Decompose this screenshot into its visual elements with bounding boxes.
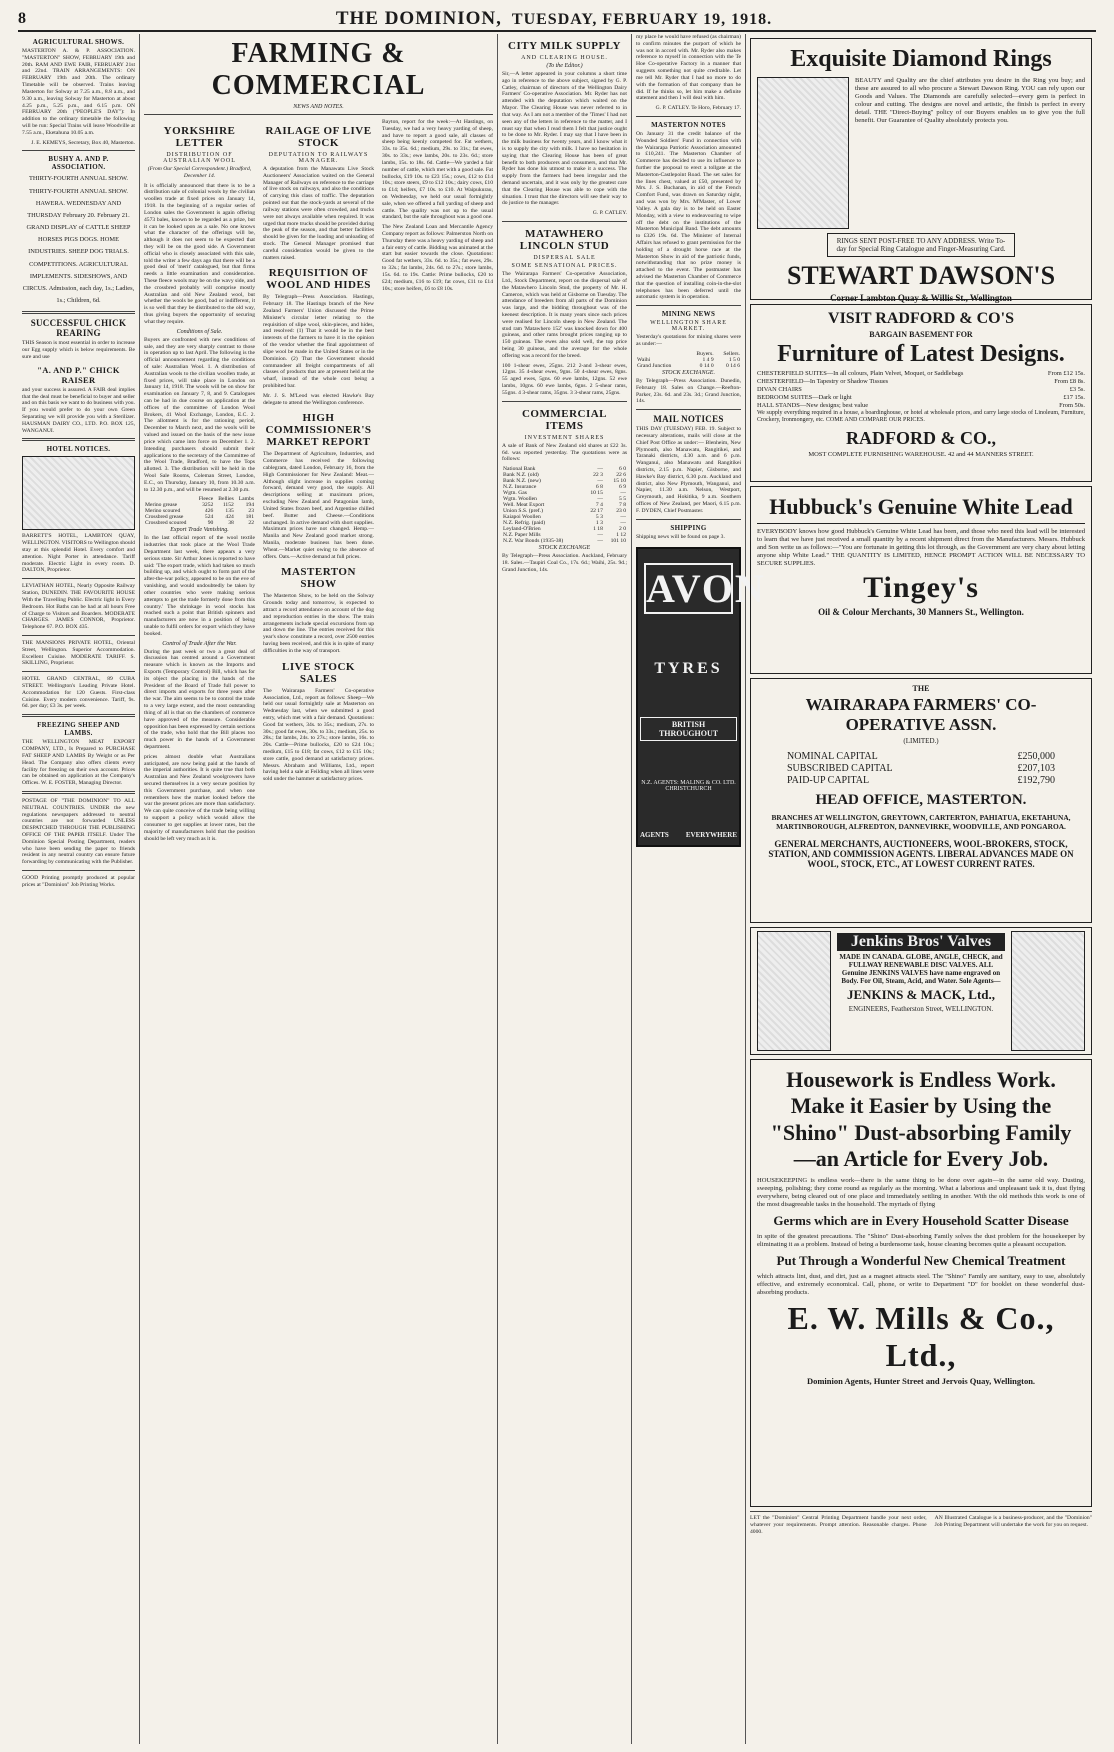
radford-name: RADFORD & CO., [846,427,996,448]
wairarapa-farmers-ad [750,678,1092,923]
radford-item-cell: £3 5s. [1069,386,1085,393]
hubbuck-title: Hubbuck's Genuine White Lead [757,494,1085,524]
postage-notice: POSTAGE OF "THE DOMINION" TO ALL NEUTRAL COUNTRIES. UNDER the new regulations newspapers addressed to neutral countries are not forwarded UNLESS DESPATCHED THROUGH THE PUBLISHING OFFICE OF THE PAPER ITSELF. Under The Dominion Special Posting Department, readers who have been sending the paper to friends resident in any neutral country can ensure future forwarding by communicating with the Publisher. [22,797,135,866]
table-cell: Bank N.Z. (new) [503,478,541,485]
wfca-capital-row [787,763,1055,774]
sensational-prices-subheading: SOME SENSATIONAL PRICES. [511,263,618,270]
show-signature: J. E. KEMEYS, Secretary, Box 40, Masterton. [31,139,135,146]
mail-notices-heading: MAIL NOTICES [653,414,724,425]
table-cell: Wgtn. Gas [503,490,527,497]
ryder-letter-text: my place he would have refused (as chairman) to confirm minutes the purport of which he was not in accord with. Mr. Ryder also makes reference to myself in connection with the Te Hoe Co-operative Factory in a manner that suggests something not quite creditable. Let me tell Mr. Ryder that I had no more to do with the formation of that company than he did. If he thinks so, let him make a definite statement and then I will deal with him. [636,34,741,102]
table-cell: 10 15 [590,490,603,497]
table-cell: 23 0 [616,508,626,515]
milk-letter-signature: G. P. CATLEY. [592,210,627,217]
table-cell: 194 [245,502,254,509]
railage-subheading: DEPUTATION TO RAILWAYS MANAGER. [268,152,369,164]
bushy-show-notice: THIRTY-FOURTH ANNUAL SHOW. THIRTY-FOURTH ANNUAL SHOW. HAWERA. WEDNESDAY AND THURSDAY February 20. February 21. GRAND DISPLAY of CATTLE SHEEP HORSES PIGS DOGS. HOME INDUSTRIES. SHEEP DOG TRIALS. COMPETITIONS. AGRICULTURAL IMPLEMENTS. SIDESHOWS, AND CIRCUS. Admission, each day, 1s.; Ladies, 1s.; Children, 6d. [22,175,135,305]
live-stock-sales-text: The Wairarapa Farmers' Co-operative Association, Ltd., report as follows: Sheep—We held our usual fortnightly sale at Masterton on Wednesday last, when we submitted a good entry, which met with a fair demand. Quotations: Good fat wethers, 34s. to 35s.; medium, 27s. to 30s.; good fat ewes, 30s. to 33s.; medium, 25s. to 28s.; fat lambs, 24s. to 27s.; store lambs, 16s. to 20s. Cattle—Prime bullocks, £20 to £24 10s.; medium, £15 to £18; fat cows, £12 to £15 10s.; store cattle, good demand at satisfactory prices. Messrs. Abraham and Williams, Ltd., report having held a sale at Feilding when all lines were sold under the hammer at satisfactory prices. [263,687,374,783]
table-cell: Fleece [198,496,214,503]
matawhero-price-list: 100 1-shear ewes, 25gns. 212 2-and 3-shear ewes, 12gns. 35 4-shear ewes, 9gns. 50 4-shear ewes, 8gns. 55 aged ewes, 5gns. 60 ewe lambs, 12gns. 52 ewe lambs, 10gns. 60 ewe lambs, 6gns. 2 5-shear rams, 55gns. 4 3-shear rams, 35gns. 3 3-shear rams, 25gns. [502,362,627,396]
mining-news-heading: MINING NEWS [661,310,716,319]
issue-date: TUESDAY, FEBRUARY 19, 1918. [511,11,773,28]
table-cell: 424 [225,514,234,521]
table-cell: Merino scoured [145,508,181,515]
column-4 [632,34,766,1744]
radford-item-cell: CHESTERFIELD—In Tapestry or Shadow Tissues [757,378,889,385]
footer-notices [750,1511,1092,1538]
shino-text-3: which attracts lint, dust, and dirt, just as a magnet attracts steel. The "Shino" Family are sanitary, easy to use, absolutely effective, and extremely economical. Call, phone, or write to Department "D" for booklet on these wonderful dust-absorbing products. [757,1272,1085,1296]
radford-item [757,394,1085,401]
radford-furniture-title: Furniture of Latest Designs. [777,341,1065,367]
mills-name: E. W. Mills & Co., Ltd., [787,1299,1055,1373]
shino-text-2: in spite of the greatest precautions. The "Shino" Dust-absorbing Family solves the dust problem for the housekeeper by eliminating it as a problem. Instead of being a burdensome task, house cleaning becomes quite a pleasant occupation. [757,1232,1085,1248]
radford-text: We supply everything required in a house, a boardinghouse, or hotel at wholesale prices, and carry large stocks of Linoleum, Furniture, Crockery, Ironmongery, etc. COME AND COMPARE OUR PRICES. [757,410,1085,424]
radford-item-cell: From £12 15s. [1047,370,1085,377]
wfca-capital-row-cell: £192,790 [1017,775,1055,786]
radford-item [757,378,1085,385]
news-and-notes-subtitle: NEWS AND NOTES. [293,104,344,110]
commercial-items-heading: COMMERCIAL ITEMS [521,407,608,432]
table-cell: Wgtn. Woollen [503,496,537,503]
radford-item-cell: From 50s. [1059,402,1085,409]
conditions-text: Buyers are confronted with new conditions of sale, and they are very sharply contrast to those in operation up to last April. The following is the official announcement regarding the conditions of sale: Australian Wool. 1. A distribution of Australian wools to the civilian woollen trade, at fixed prices, will take place in London on January 14, 1918. The wools will be on show for examination on January 7, 8, and 9. Catalogues can be had in due course on application at the offices of the committee of London Wool Brokers, 41 Wool Exchange, London, E.C. 2. The allotment is for the rationing period, December to March next, and the wools will be valued and issued on the basis of the new issue price which came into force on December 1. 2. Intending purchasers should submit their applications to the secretary of the Committee of the Wool Trade, Bradford, to have the Tops allotted. 3. The distribution will be held in the Wool Sale Rooms, Coleman Street, London, E.C., on Thursday, January 10, from 10.30 a.m. to 12.30 p.m., and will be resumed at 2.30 p.m. [144,336,255,493]
shino-title: Housework is Endless Work. Make it Easier by Using the "Shino" Dust-absorbing Family —an Article for Every Job. [770,1067,1072,1172]
commercial-text: A sale of Bank of New Zealand old shares at £22 3s. 6d. was reported yesterday. The quotations were as follows: [502,442,627,463]
table-cell: 22 17 [590,508,603,515]
table-cell: 38 [228,520,234,527]
table-cell: 22 [248,520,254,527]
stock-exchange-heading-2: STOCK EXCHANGE. [662,369,715,376]
table-cell: Bank N.Z. (old) [503,472,539,479]
table-cell: Crossbred grease [145,514,184,521]
leviathan-hotel-notice: LEVIATHAN HOTEL, Nearly Opposite Railway Station, DUNEDIN. THE FAVOURITE HOUSE With the Travelling Public. Electric light in Every Bedroom. Hot Baths can be had at all hours Free of Charge to Visitors and Boarders. MODERATE CHARGES. JAMES CONNOR, Proprietor. Telephone 67. P.O. BOX 435. [22,583,135,631]
stock-exchange-heading: STOCK EXCHANGE [538,545,591,552]
chick-rearing-text-2: and your success is assured. A FAIR deal implies that the deal must be beneficial to buyer and seller and on this basis we want to do business with you. If you would prefer to do your own Green Separating we will provide you with a Sterilizer. HAUSMAN DAIRY CO., LTD. P.O. BOX 125, WANGANUI. [22,386,135,434]
wfca-capital-row-cell: £250,000 [1017,751,1055,762]
wfca-trade: GENERAL MERCHANTS, AUCTIONEERS, WOOL-BROKERS, STOCK, STATION, AND COMMISSION AGENTS. LIBERAL ADVANCES MADE ON WOOL, STOCK, ETC., AT LOWEST CURRENT RATES. [768,839,1074,869]
table-cell: — [597,538,603,545]
railage-text: A deputation from the Manawatu Live Stock Auctioneers' Association waited on the General Manager of Railways on reference to the carriage of live stock on railways, and also the conditions of carrying this class of traffic. The deputation pointed out that the stock-yards at several of the railway stations were often crowded, and trucks were not always available when required. It was urged that more trucks should be provided during the peak of the season, and that better facilities should be given for the loading and unloading of stock. The General Manager promised that careful consideration would be given to the matters raised. [263,166,374,261]
avon-logo: AVON [644,563,733,614]
table-cell: 5 3 [595,514,603,521]
table-cell: Well. Meat Export [503,502,545,509]
jenkins-valves-ad [750,927,1092,1055]
mcleod-text: Mr. J. S. M'Leod was elected Hawke's Bay delegate to attend the Wellington conference. [263,392,374,406]
table-cell: 1 5 0 [728,356,740,363]
wfca-head-office: HEAD OFFICE, MASTERTON. [815,792,1027,808]
wfca-limited: (LIMITED.) [903,737,939,745]
to-the-editor: (To the Editor.) [546,63,583,69]
table-cell: 5 5 [619,496,626,503]
shino-germs: Germs which are in Every Household Scatter Disease [773,1212,1069,1228]
export-text: In the last official report of the wool textile industries that took place at the Wool Trade Department last week, there appears a very serious state. Sir Arthur Jones is reported to have said: 'The export trade, which had taken so much building up, and which ought to form part of the after-the-war policy, appeared to be on the eve of vanishing, and would undoubtedly be taken by other countries who were making serious attempts to get the trade formerly done from this country.' The shrinkage in wool stocks has reached such a point that British spinners and manufacturers are now in a position of being unable to fulfil orders for export which they have booked. [144,535,255,637]
column-2-right [382,119,493,845]
agricultural-shows-heading: AGRICULTURAL SHOWS. [32,38,125,46]
shino-text: HOUSEKEEPING is endless work—there is the same thing to be done over again—in the same old way. Dusting, sweeping, polishing; they come round as regularly as the morning. What a laborious and unpleasant task it is, dust flying everywhere, being cleared out of one place and immediately settling in another. With the old methods this work is one of the most disagreeable tasks in the household. The myriads of flying [757,1176,1085,1208]
table-cell: National Bank [503,466,536,473]
radford-price-list [757,370,1085,409]
conditions-heading: Conditions of Sale. [176,328,223,335]
radford-item [757,386,1085,393]
table-cell: Grand Junction [637,362,672,369]
shipping-heading: SHIPPING [670,523,707,532]
rings-post-free-box: RINGS SENT POST-FREE TO ANY ADDRESS. Write To-day for Special Ring Catalogue and Finger-Measuring Card. [827,233,1015,257]
table-cell: — [597,466,603,473]
radford-item [757,370,1085,377]
table-cell: N.Z. Insurance [503,484,537,491]
table-cell: 135 [225,508,234,515]
table-cell: 22 3 [593,472,603,479]
table-cell: 2 0 [619,526,626,533]
table-cell: N.Z. Paper Mills [503,532,541,539]
grand-central-notice: HOTEL GRAND CENTRAL, 89 CUBA STREET. Wellington's Leading Private Hotel. Accommodation for 120 Guests. First-class Cuisine. Every modern convenience. Tariff, 9s. 6d. per day; £3 3s. per week. [22,676,135,710]
share-row [502,538,627,544]
radford-item-cell: From £8 8s. [1054,378,1085,385]
table-cell: Waihi [637,356,651,363]
table-cell: 7 4 [595,502,603,509]
dispersal-sale-subheading: DISPERSAL SALE [533,255,596,262]
radford-item-cell: CHESTERFIELD SUITES—In all colours, Plain Velvet, Moquet, or Saddlebags [757,370,964,377]
wool-allotment-table [144,496,255,526]
hotel-notices-heading: HOTEL NOTICES. [46,445,111,454]
table-cell: 1152 [222,502,234,509]
avon-agents-label: AGENTS [640,830,669,839]
wfca-capital-row [787,775,1055,786]
mining-text: Yesterday's quotations for mining shares were as under:— [636,334,741,348]
mining-table [636,351,741,369]
table-cell: 7 8 [619,502,626,509]
tingeys-address: Oil & Colour Merchants, 30 Manners St., Wellington. [818,607,1024,618]
milk-supply-heading: CITY MILK SUPPLY [508,40,621,52]
wool-row [144,520,255,526]
masterton-show-text: The Masterton Show, to be held on the Solway Grounds today and tomorrow, is expected to attract a record attendance on account of the dog and reproduction entries in the show. The train arrangements include special excursions from up and down the line. The entries received for this year's show constitute a record, over 2500 entries having been received, and this is in spite of many difficulties in the way of transport. [263,593,374,654]
yorkshire-intro: (From Our Special Correspondent.) Bradford, December 14. [147,166,252,179]
stock-report-text: Bayton, report for the week:—At Hastings, on Tuesday, we had a very heavy yarding of sheep, and have to report a good sale, all classes of sheep being keenly competed for. Fat wethers, 33s. to 35s. 6d.; medium, 29s. to 31s.; fat ewes, 30s. to 33s.; ewe lambs, 20s. to 23s. 6d.; store lambs, 15s. to 18s. 6d. Cattle—We yarded a fair number of cattle, which met with a good sale. Fat bullocks, £19 10s. to £23 15s.; cows, £12 to £14 10s.; store steers, £9 to £12 10s.; dairy cows, £10 to £14; heifers, £7 10s. to £10. At Waipukurau, on Wednesday, we held our usual fortnightly sale, when we offered a full yarding of sheep and cattle. The quality was not up to the usual standard, but the sale throughout was a good one. [382,119,493,221]
table-cell: — [620,490,626,497]
table-cell: 22 6 [616,472,626,479]
stock-exchange-text-2: By Telegraph—Press Association. Dunedin, February 18. Sales on Change.—Reefton-Parker, 23s. 6d. and 23s. 3d.; Grand Junction, 14s. [636,377,741,405]
valve-illustration-left [757,931,831,1051]
table-cell: — [620,514,626,521]
avon-agents: N.Z. AGENTS: MALING & CO. LTD. CHRISTCHURCH [641,779,736,792]
milk-letter-text: Sir,—A letter appeared in your columns a short time ago in reference to the above subject, signed by G. P. Catley, chairman of directors of the Wellington Dairy Farmers' Co-operative Association. Mr. Ryder has not attended with the deputation which waited on the Mayor. The Clearing House was never referred to in that way. As I am not a member of the 'Times' I had not seen any of the letters in reference to the matter, and I must say that when I read them I felt that justice ought to be done to Mr. Ryder. I may say that I have been in the milk business for twenty years, and I know what it is to supply the city with milk. I have no hesitation in saying that the Clearing House has been of great benefit to both producers and consumers, and that Mr. Ryder has done his utmost to make it a success. The supply from the farmers had been irregular and the demand uncertain, and it was only by the greatest care that the Clearing House was able to cope with the situation. I trust that the directors will see their way to do justice to the manager. [502,71,627,207]
radford-item-cell: £17 15s. [1063,394,1085,401]
table-cell: 15 10 [613,478,626,485]
table-cell: Union S.S. (pref.) [503,508,543,515]
column-5 [746,34,1096,1744]
avon-footer [640,831,737,839]
radford-item-cell: DIVAN CHAIRS [757,386,802,393]
table-cell: Crossbred scoured [145,520,187,527]
high-commissioner-heading: HIGH COMMISSIONER'S MARKET REPORT [265,412,372,449]
wfca-capital-row-cell: PAID-UP CAPITAL [787,775,870,786]
avon-british-label: BRITISH THROUGHOUT [640,717,737,741]
wfca-capital-row-cell: NOMINAL CAPITAL [787,751,878,762]
masterton-show-notice: MASTERTON A. & P. ASSOCIATION. "MASTERTON" SHOW, FEBRUARY 19th and 20th. RAM AND EWE FAIR, FEBRUARY 21st and 22nd. TRAIN ARRANGEMENTS: ON FEBRUARY 19th and 20th. The ordinary Timetable will be observed. Trains leaving Masterton for Solway at 7.25 a.m., 8.8 a.m., and 9.30 a.m., leaving Solway for Masterton at about 4.25 p.m., 5.25 p.m., and 6.15 p.m. ON FEBRUARY 20th ("PEOPLE'S DAY"): In addition to the ordinary timetable the following will be run: Special Trains will leave Woodville at 7.55 a.m., Eketahuna 10.05 a.m. [22,48,135,136]
wfca-capital-row-cell: SUBSCRIBED CAPITAL [787,763,893,774]
column-3 [498,34,632,1744]
shino-ad [750,1059,1092,1507]
column-1 [18,34,140,1744]
footer-catalogue-notice: AN Illustrated Catalogue is a business-producer, and the "Dominion" Job Printing Department will undertake the work for you on request. [934,1515,1092,1528]
hubbuck-text: EVERYBODY knows how good Hubbuck's Genuine White Lead has been, and those who need this lead will be interested to learn that we have just received a small quantity by a recent shipment direct from the Manufacturers. Messrs. Hubbuck and Son write us as follows:—"You are fortunate in getting this lot through, as the Government are very chary about letting anyone ship White Lead." THE QUANTITY IS LIMITED, HENCE PROMPT ACTION WILL BE NECESSARY TO SECURE SUPPLIES. [757,528,1085,568]
radford-bargain: BARGAIN BASEMENT FOR [869,330,973,339]
diamond-rings-text: BEAUTY and Quality are the chief attributes you desire in the Ring you buy; and these are assured to all who procure a Stewart Dawson Ring. YOU can rely upon our Goods and Values. The Diamonds are carefully selected—every gem is perfect in colour and cutting. The designs are novel and artistic, the finish is perfect in every detail. THE "Direct-Buying" policy of our Buyers enables us to give you the full benefit. Our Guarantee of Quality absolutely protects you. [855,77,1085,125]
paper-title: THE DOMINION, [335,8,502,29]
stewart-dawson-ad [750,38,1092,303]
table-cell: — [597,532,603,539]
ring-illustration [757,77,849,229]
requisition-text: By Telegraph—Press Association. Hastings, February 18. The Hastings branch of the New Zealand Farmers' Union discussed the Prime Minister's circular letter relating to the requisition of slipe wool, skin-pieces, and hides, and resolved: (1) That it would be in the best interests of the farmers to have it in the opinion of the vendor whether the final appointment of slipe wool be made in the United States or in the Dominion. (2) That the Government should commandeer all freight compartments of all classes of products that are at present held at the wharf, instead of the whole cost being a prohibited bar. [263,294,374,389]
radford-address: MOST COMPLETE FURNISHING WAREHOUSE. 42 and 44 MANNERS STREET. [808,450,1034,458]
stewart-dawson-name: STEWART DAWSON'S [786,261,1056,290]
share-market-subheading: WELLINGTON SHARE MARKET. [650,320,727,333]
table-cell: 181 [245,514,254,521]
avon-tyres-ad [636,547,766,847]
chick-rearing-heading: SUCCESSFUL CHICK REARING [30,318,127,339]
mills-address: Dominion Agents, Hunter Street and Jervois Quay, Wellington. [806,1375,1036,1386]
jenkins-lines: MADE IN CANADA. GLOBE, ANGLE, CHECK, and FULLWAY RENEWABLE DISC VALVES. ALL Genuine JENKINS VALVES have name engraved on Body. For Oil, Steam, Acid, and Water. Sole Agents— [839,953,1003,985]
control-text: During the past week or two a great deal of discussion has centred around a Government measure which is known as the Imports and Exports (Temporary Control) Bill, which has for its object the placing in the hands of the President of the Board of Trade full power to direct imports and exports for three years after the war. The aim seems to be to control the trade to a very large extent, and the most outstanding thing of all is that on the chambers of commerce have approved of the measure. Considerable opposition has been expressed by certain sections of the trade, who hold that the Bill places too much power in the hands of a Government department. [144,648,255,750]
page-number: 8 [18,10,26,27]
valve-illustration-right [1011,931,1085,1051]
table-cell: — [597,478,603,485]
column-2 [140,34,498,1744]
wfca-title: WAIRARAPA FARMERS' CO-OPERATIVE ASSN. [805,695,1037,734]
bushy-association-heading: BUSHY A. AND P. ASSOCIATION. [48,155,109,172]
farming-commercial-title: FARMING & COMMERCIAL [211,38,426,101]
radford-visit: VISIT RADFORD & CO'S [828,310,1014,327]
mining-row [636,363,741,369]
table-cell: Kaiapoi Woollen [503,514,541,521]
investment-shares-subheading: INVESTMENT SHARES [524,434,605,441]
table-cell: 6 9 [619,484,626,491]
wfca-capital-row-cell: £207,103 [1017,763,1055,774]
table-cell: 1 18 [593,526,603,533]
table-cell: — [620,520,626,527]
live-stock-sales-heading: LIVE STOCK SALES [282,660,355,685]
table-cell: 6 0 [619,466,626,473]
milk-supply-subheading: AND CLEARING HOUSE. [521,55,608,61]
ryder-letter-signature: G. P. CATLEY. Te Horo, February 17. [655,105,741,112]
table-cell: 3252 [202,502,214,509]
york-right-text: prices almost double what Australians anticipated, are now being paid at the hands of the imperial authorities. It is quite true that both Australian and New Zealand woolgrowers have secured themselves in a very secure position by this Government purchase, and when one remembers how the market looked before the war the present prices are more than satisfactory. We can quite conceive of the trade being willing to support a policy which would allow the consumer to get supplies at lower rates, but the majority of manufacturers hold that the position should be left very much as it is. [144,753,255,842]
wfca-capital-row [787,751,1055,762]
table-cell: 90 [207,520,214,527]
table-cell: Sellers. [723,350,740,357]
table-cell: 101 10 [610,538,626,545]
avon-tyres-label: TYRES [654,660,723,678]
radford-item-cell: BEDROOM SUITES—Dark or light [757,394,852,401]
table-cell: 426 [204,508,214,515]
mail-notices-text: THIS DAY (TUESDAY) FEB. 19. Subject to necessary alterations, mails will close at the Chief Post Office as under:— Blenheim, New Plymouth, also Manawatu, Rangitikei, and Taranaki districts, 4.30 a.m. and 6 p.m. Wanganui, also Manawatu and Rangitikei districts, 2.15 p.m. Napier, Gisborne, and Hawke's Bay district, 6.30 p.m. Auckland and district, also New Plymouth, Wanganui, and Napier, 11.30 a.m. Nelson, Westport, Greymouth, and Hokitika, 9 a.m. Southern offices of New Zealand, per Maori, 6.15 p.m. F. DYDEN, Chief Postmaster. [636,426,741,514]
table-cell: 1 4 9 [702,356,714,363]
wfca-capital-table [787,751,1055,786]
table-cell: — [597,496,603,503]
table-cell: Bellies [218,496,234,503]
diamond-rings-title: Exquisite Diamond Rings [790,46,1052,72]
export-heading: Export Trade Vanishing. [170,527,229,534]
table-cell: Lambs [238,496,254,503]
table-cell: 6 8 [595,484,603,491]
freezing-heading: FREEZING SHEEP AND LAMBS. [37,721,120,738]
stewart-dawson-address: Corner Lambton Quay & Willis St., Wellington [830,293,1012,303]
masterton-notes-heading: MASTERTON NOTES [651,120,726,129]
table-cell: Buyers. [696,350,714,357]
matawhero-heading: MATAWHERO LINCOLN STUD [519,228,610,253]
meat-export-notice: THE WELLINGTON MEAT EXPORT COMPANY, LTD., Is Prepared to PURCHASE FAT SHEEP AND LAMBS By Weight or as Per Head. The Company also offers clients every facility for freezing on their own account. Prices can be obtained on application at the Company's Offices. W. E. FOSTER, Managing Director. [22,739,135,787]
shino-treatment: Put Through a Wonderful New Chemical Treatment [776,1252,1066,1268]
table-cell: N.Z. Refrig. (paid) [503,520,546,527]
radford-item [757,402,1085,409]
jenkins-agents: JENKINS & MACK, Ltd., [846,987,996,1002]
chick-rearing-text: THIS Season is most essential in order to increase our Egg supply which is below requirements. Be sure and use [22,340,135,360]
radford-item-cell: HALL STANDS—New designs; best value [757,402,869,409]
jenkins-address: ENGINEERS, Featherston Street, WELLINGTON. [848,1005,994,1013]
column-2-middle [263,119,374,845]
chick-raiser-brand: "A. AND P." CHICK RAISER [37,364,120,385]
matawhero-text: The Wairarapa Farmers' Co-operative Association, Ltd., Stock Department, report on the dispersal sale of the Matawhero Lincoln Stud, the property of Mr. H. Cameron, which was held at Gisborne on Tuesday. The attendance of breeders from all parts of the Dominion was large, and the bidding throughout was of the keenest description. It is many years since such prices were realised for Lincoln sheep in New Zealand. The stud ram 'Matawhero 152' was knocked down for 400 guineas, and other rams brought prices ranging up to 150 guineas. The ewes also sold well, the top price being 30 guineas, and the average for the whole offering was a record for the breed. [502,271,627,359]
table-cell: 1 3 [595,520,603,527]
barretts-hotel-notice: BARRETT'S HOTEL, LAMBTON QUAY, WELLINGTON. VISITORS to Wellington should stay at this splendid Hotel. Every comfort and attention. Night Porter in attendance. Tariff moderate. Electric Light in every room. D. DALTON, Proprietor. [22,533,135,574]
table-cell: 1 12 [616,532,626,539]
table-cell: Merino grease [145,502,178,509]
masterton-notes-text: On January 31 the credit balance of the Wounded Soldiers' Fund in connection with the Wairarapa Patriotic Association amounted to £10,241. The Masterton Chamber of Commerce has decided to use its influence to further the proposal to erect a tollgate at the Masterton-Castlepoint Road. The set sales for the lines chest, valued at £50, presented by Mrs. J. S. Buchanan, in aid of the French Comfort Fund, was drawn on Saturday night, and was won by Mrs. M'Master, of Lower Valley. A gala day is to be held on Easter Monday, with a view to endeavouring to wipe off the debt on the institutions of the Masterton Municipal Band. The debt amounts to £326 19s. 6d. The Minister of Internal Affairs has refused to grant permission for the holding of a drought horse race at the Masterton Show in aid of the patriotic funds, notwithstanding that no prize money is attached to the event. The postmaster has advised the Masterton Chamber of Commerce that the question of installing coin-in-the-slot telephones has been deferred until the automatic system is in operation. [636,130,741,301]
yorkshire-letter-heading: YORKSHIRE LETTER [163,125,236,149]
shipping-text: Shipping news will be found on page 3. [636,533,725,540]
tingeys-name: Tingey's [863,571,979,605]
table-cell: Leyland-O'Brien [503,526,541,533]
masterton-show-heading: MASTERTON SHOW [281,566,356,591]
table-cell: 23 [248,508,254,515]
nzl-report-text: The New Zealand Loan and Mercantile Agency Company report as follows: Palmerston North on Thursday there was a heavy yarding of sheep and a fair entry of cattle. Bidding was animated at the start but easier towards the close. Quotations: Good fat wethers, 33s. 6d. to 35s.; fat ewes, 29s. to 32s.; fat lambs, 24s. 6d. to 27s.; store lambs, 15s. 6d. to 19s. Cattle: Prime bullocks, £20 to £24; medium, £16 to £19; fat cows, £11 to £14 10s.; store heifers, £6 to £8 10s. [382,224,493,292]
printing-notice: GOOD Printing promptly produced at popular prices at "Dominion" Job Printing Works. [22,875,135,888]
masthead [18,8,1096,32]
stock-exchange-text: By Telegraph—Press Association. Auckland, February 18. Sales.—Taupiri Coal Co., 17s. 6d.; Waihi, 25s. 9d.; Grand Junction, 14s. [502,553,627,573]
table-cell: 524 [204,514,214,521]
table-cell: 0 14 0 [699,362,714,369]
barretts-hotel-illustration [22,456,135,530]
column-2-left [144,119,255,845]
table-cell: N.Z. War Bonds (1935-38) [503,538,564,545]
radford-ad [750,304,1092,482]
avon-everywhere-label: EVERYWHERE [685,830,737,839]
requisition-heading: REQUISITION OF WOOL AND HIDES [266,267,371,292]
yorkshire-text: It is officially announced that there is to be a distribution sale of colonial wools by the civilian woollen trade at fixed prices on January 14, 1918. In the beginning of a regular series of London sales the Government is again offering 4573 bales, known to be regarded as a prize, but it can be looked upon as a sale. No one knows what the character of the offerings will be, although it does not seem to be expected that they will be on the good side. A Government official who is closely associated with this sale, told the writer a few days ago that there will be a good deal of 'merit' catalogued, but that firms needs a little examination and consideration. These fleece wools may be on the wavy side, and the crossbred probably will comprise mostly Australian and old New Zealand wool, but whether the wools be good, bad or indifferent, it is so well that they be distributed to the old way, thus giving buyers the opportunity of securing what they require. [144,182,255,325]
control-heading: Control of Trade After the War. [162,640,237,647]
footer-printing-notice: LET the "Dominion" Central Printing Department handle your next order, whatever your requirements. Prompt attention. Reasonable charges. Phone 4000. [750,1515,927,1535]
share-quotations-table [502,466,627,544]
railage-heading: RAILAGE OF LIVE STOCK [265,125,372,149]
mansions-hotel-notice: THE MANSIONS PRIVATE HOTEL, Oriental Street, Wellington. Superior Accommodation. Excellent Cuisine. MODERATE TARIFF. S. SKILLING, Proprietor. [22,639,135,667]
jenkins-title: Jenkins Bros' Valves [837,933,1005,951]
yorkshire-subheading: DISTRIBUTION OF AUSTRALIAN WOOL [163,152,236,164]
hubbuck-ad [750,486,1092,674]
high-commissioner-text: The Department of Agriculture, Industries, and Commerce has received the following cablegram, dated London, February 16, from the High Commissioner for New Zealand: Meat.—Although slight increase in supplies coming forward, demand very good, the supply. All descriptions selling at maximum prices, excluding New Zealand and Patagonian lamb, United States frozen beef, and Argentine chilled beef. Butter and Cheese.—Conditions unchanged. In active demand with short supplies. Maximum prices have not changed. Hemp.—Manila and New Zealand good market strong. Manila, moderate business has been done. Wheat.—Market quiet owing to the absence of offers. Oats.—Active demand at full prices. [263,451,374,560]
wfca-branches: BRANCHES AT WELLINGTON, GREYTOWN, CARTERTON, PAHIATUA, EKETAHUNA, MARTINBOROUGH, ALFREDTON, DANNEVIRKE, WOODVILLE, AND PONGAROA. [771,813,1071,831]
wfca-the: THE [912,684,930,693]
table-cell: 0 14 6 [726,362,740,369]
